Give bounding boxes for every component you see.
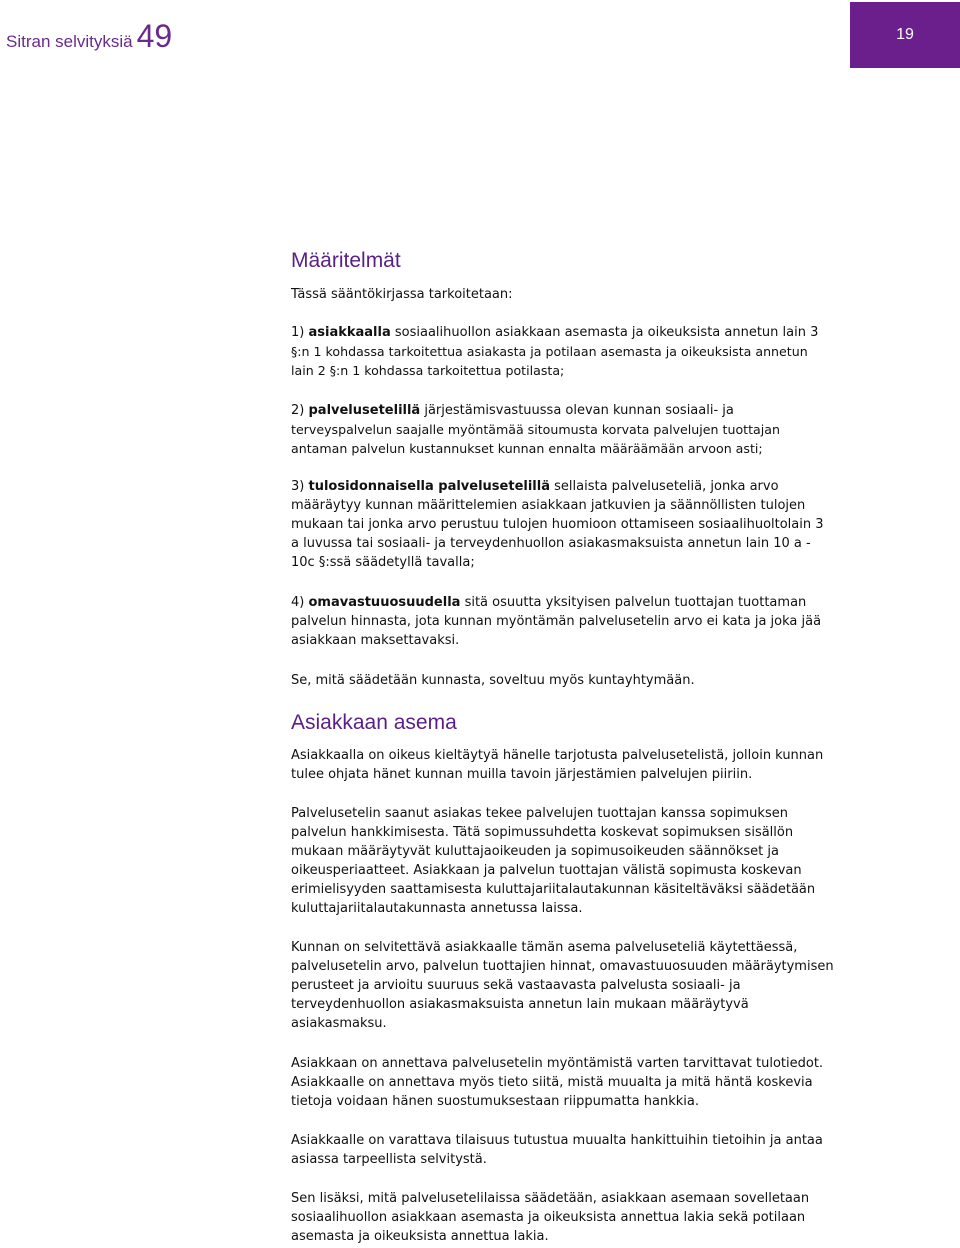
- item-text-line: antaman palvelun kustannukset kunnan ennalta määräämään arvoon asti;: [291, 441, 763, 456]
- closing-text: Se, mitä säädetään kunnasta, soveltuu myös kuntayhtymään.: [291, 673, 695, 688]
- paragraph-line: terveydenhuollon asiakasmaksuista annetun lain mukaan määräytyvä: [291, 997, 749, 1012]
- definition-item-1: [291, 323, 860, 380]
- item-term: asiakkaalla: [308, 325, 391, 340]
- paragraph-line: oikeusperiaatteet. Asiakkaan ja palvelun tuottajan välistä sopimusta koskevan: [291, 863, 802, 878]
- paragraph-line: tietoja voidaan hänen suostumuksestaan riippumatta hankkia.: [291, 1094, 699, 1109]
- paragraph-3: [291, 938, 860, 1033]
- paragraph-line: asiassa tarpeellista selvitystä.: [291, 1152, 487, 1167]
- paragraph-line: Kunnan on selvitettävä asiakkaalle tämän asema palveluseteliä käytettäessä,: [291, 940, 798, 955]
- section-intro-block: [291, 285, 860, 304]
- section-client-status: [291, 711, 860, 735]
- paragraph-1: [291, 746, 860, 784]
- section-intro: Tässä sääntökirjassa tarkoitetaan:: [291, 287, 513, 302]
- item-label: 3): [291, 479, 305, 494]
- paragraph-4: [291, 1054, 860, 1111]
- item-text-line: §:n 1 kohdassa tarkoitettua asiakasta ja potilaan asemasta ja oikeuksista annetun: [291, 344, 808, 359]
- item-text-line: a luvussa tai sosiaali- ja terveydenhuollon asiakasmaksuista annetun lain 10 a -: [291, 536, 811, 551]
- paragraph-line: asiakasmaksu.: [291, 1016, 387, 1031]
- series-number: 49: [136, 18, 173, 54]
- paragraph-line: sosiaalihuollon asiakkaan asemasta ja oikeuksista annettua lakia sekä potilaan: [291, 1210, 806, 1225]
- item-label: 1): [291, 325, 305, 340]
- definitions-closing: [291, 671, 860, 690]
- item-term: palvelusetelillä: [308, 403, 421, 418]
- paragraph-6: [291, 1189, 860, 1246]
- paragraph-2: [291, 804, 860, 918]
- item-text-line: palvelun hinnasta, jota kunnan myöntämän palvelusetelin arvo ei kata ja joka jää: [291, 614, 822, 629]
- paragraph-line: Palvelusetelin saanut asiakas tekee palvelujen tuottajan kanssa sopimuksen: [291, 806, 788, 821]
- page-number: 19: [896, 26, 914, 43]
- item-text-line: sitä osuutta yksityisen palvelun tuottajan tuottaman: [464, 595, 807, 610]
- paragraph-line: mukaan määräytyvät kuluttajaoikeuden ja sopimusoikeuden säännökset ja: [291, 844, 779, 859]
- section-definitions: [291, 249, 860, 273]
- item-label: 2): [291, 403, 305, 418]
- section-heading: Asiakkaan asema: [291, 711, 457, 734]
- series-title-text: Sitran selvityksiä: [6, 32, 133, 51]
- item-text-line: järjestämisvastuussa olevan kunnan sosiaali- ja: [424, 403, 734, 418]
- paragraph-line: palvelusetelin arvo, palvelun tuottajien hinnat, omavastuuosuuden määräytymisen: [291, 959, 834, 974]
- series-title: [6, 20, 172, 52]
- paragraph-line: Sen lisäksi, mitä palvelusetelilaissa säädetään, asiakkaan asemaan sovelletaan: [291, 1191, 810, 1206]
- item-text-line: määräytyy kunnan määrittelemien asiakkaan jatkuvien ja säännöllisten tulojen: [291, 498, 806, 513]
- paragraph-line: kuluttajariitalautakunnasta annetussa laissa.: [291, 901, 583, 916]
- item-term: tulosidonnaisella palvelusetelillä: [308, 479, 550, 494]
- paragraph-line: erimielisyyden saattamisesta kuluttajariitalautakunnan käsiteltäväksi säädetään: [291, 882, 816, 897]
- definition-item-4: [291, 593, 860, 650]
- paragraph-line: Asiakkaan on annettava palvelusetelin myöntämistä varten tarvittavat tulotiedot.: [291, 1056, 824, 1071]
- item-text-line: 10c §:ssä säädetyllä tavalla;: [291, 555, 475, 570]
- paragraph-line: tulee ohjata hänet kunnan muilla tavoin järjestämien palvelujen piiriin.: [291, 767, 753, 782]
- definition-item-2: [291, 401, 860, 458]
- paragraph-line: Asiakkaalla on oikeus kieltäytyä hänelle tarjotusta palvelusetelistä, jolloin kunnan: [291, 748, 824, 763]
- item-text-line: asiakkaan maksettavaksi.: [291, 633, 460, 648]
- paragraph-line: Asiakkaalle on varattava tilaisuus tutustua muualta hankittuihin tietoihin ja antaa: [291, 1133, 823, 1148]
- item-term: omavastuuosuudella: [308, 595, 461, 610]
- paragraph-5: [291, 1131, 860, 1169]
- item-text-line: mukaan tai jonka arvo perustuu tulojen huomioon ottamiseen sosiaalihuoltolain 3: [291, 517, 824, 532]
- item-text-line: terveyspalvelun saajalle myöntämää sitoumusta korvata palvelujen tuottajan: [291, 422, 780, 437]
- item-label: 4): [291, 595, 305, 610]
- paragraph-line: perusteet ja arvioitu suuruus sekä vastaavasta palvelusta sosiaali- ja: [291, 978, 741, 993]
- paragraph-line: Asiakkaalle on annettava myös tieto siitä, mistä muualta ja mitä häntä koskevia: [291, 1075, 813, 1090]
- page-number-box: [850, 2, 960, 68]
- item-text-line: lain 2 §:n 1 kohdassa tarkoitettua potilasta;: [291, 363, 565, 378]
- definition-item-3: [291, 477, 860, 572]
- paragraph-line: asemasta ja oikeuksista annettua lakia.: [291, 1229, 549, 1244]
- item-text-line: sosiaalihuollon asiakkaan asemasta ja oikeuksista annetun lain 3: [394, 325, 819, 340]
- paragraph-line: palvelun hankkimisesta. Tätä sopimussuhdetta koskevat sopimuksen sisällön: [291, 825, 794, 840]
- item-text-line: sellaista palveluseteliä, jonka arvo: [554, 479, 779, 494]
- section-heading: Määritelmät: [291, 249, 401, 272]
